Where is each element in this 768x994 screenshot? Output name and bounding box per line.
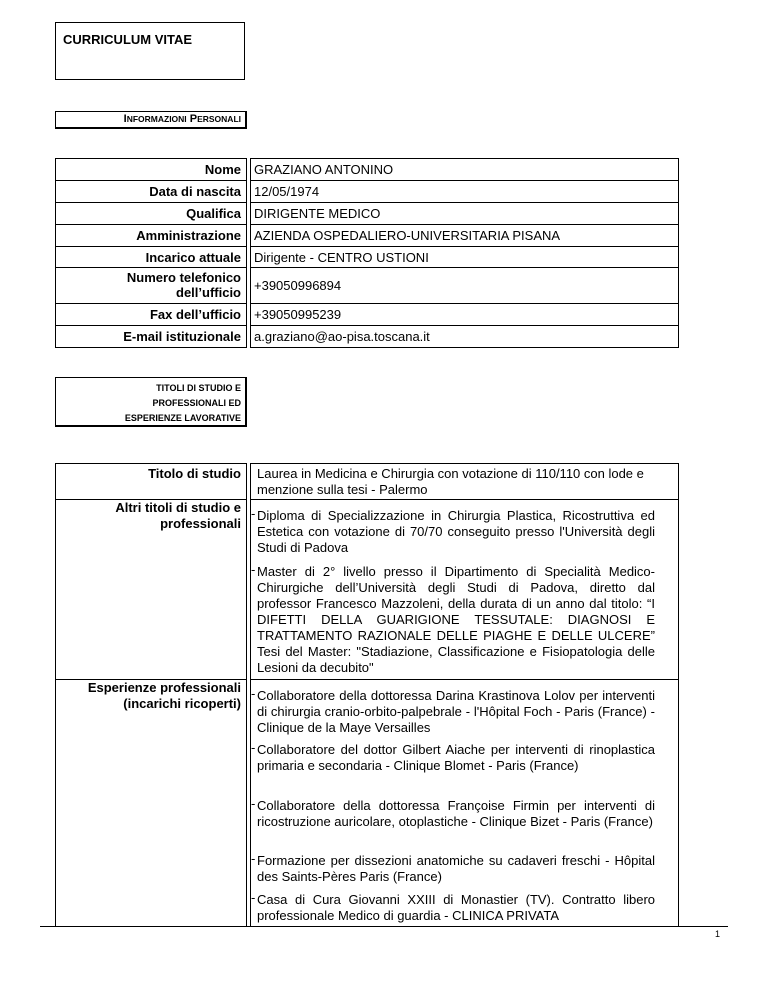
value-nome: GRAZIANO ANTONINO: [254, 162, 394, 177]
title-box: [55, 22, 245, 80]
personal-info-heading-box: [55, 111, 247, 129]
esperienza-item-5: Casa di Cura Giovanni XXIII di Monastier (TV). Contratto libero professionale Medico di guardia - CLINICA PRIVATA: [257, 892, 655, 923]
value-amministrazione: AZIENDA OSPEDALIERO-UNIVERSITARIA PISANA: [254, 228, 561, 243]
label-data-nascita: Data di nascita: [149, 184, 241, 199]
value-qualifica: DIRIGENTE MEDICO: [254, 206, 381, 221]
value-telefono: +39050996894: [254, 278, 342, 293]
label-nome: Nome: [204, 162, 241, 177]
altri-item-1: Diploma di Specializzazione in Chirurgia Plastica, Ricostruttiva ed Estetica con votazione di 70/70 conseguito presso l'Università degli Studi di Padova: [257, 508, 655, 555]
bullet-dash: -: [251, 740, 256, 755]
footer-rule: [40, 926, 728, 927]
esperienza-item-1: Collaboratore della dottoressa Darina Krastinova Lolov per interventi di chirurgia cranio-orbito-palpebrale - l'Hôpital Foch - Paris (France) - Clinique de la Maye Versailles: [257, 688, 655, 735]
value-incarico: Dirigente - CENTRO USTIONI: [254, 250, 429, 265]
label-fax: Fax dell’ufficio: [149, 307, 241, 322]
bullet-dash: -: [251, 890, 256, 905]
esperienza-item-2: Collaboratore del dottor Gilbert Aiache per interventi di rinoplastica primaria e secondaria - Clinique Blomet - Paris (France): [257, 742, 655, 773]
document-title: CURRICULUM VITAE: [63, 32, 193, 47]
bullet-dash: -: [251, 562, 256, 577]
page-number: 1: [715, 929, 721, 939]
value-email: a.graziano@ao-pisa.toscana.it: [254, 329, 430, 344]
bullet-dash: -: [251, 796, 256, 811]
personal-info-heading: INFORMAZIONI PERSONALI: [123, 113, 241, 125]
label-esperienze: Esperienze professionali (incarichi ricoperti): [87, 680, 241, 711]
value-titolo-studio: Laurea in Medicina e Chirurgia con votazione di 110/110 con lode e menzione sulla tesi - Palermo: [257, 466, 644, 497]
bullet-dash: -: [251, 506, 256, 521]
bullet-dash: -: [251, 686, 256, 701]
label-amministrazione: Amministrazione: [136, 228, 241, 243]
value-data-nascita: 12/05/1974: [254, 184, 320, 199]
label-titolo-studio: Titolo di studio: [148, 466, 241, 481]
value-fax: +39050995239: [254, 307, 342, 322]
education-heading: TITOLI DI STUDIO E PROFESSIONALI ED ESPERIENZE LAVORATIVE: [124, 383, 241, 423]
label-qualifica: Qualifica: [186, 206, 241, 221]
esperienza-item-4: Formazione per dissezioni anatomiche su cadaveri freschi - Hôpital des Saints-Pères Paris (France): [257, 853, 655, 884]
label-altri-titoli: Altri titoli di studio e professionali: [115, 500, 241, 531]
label-telefono: Numero telefonico dell’ufficio: [126, 270, 241, 300]
label-incarico: Incarico attuale: [145, 250, 241, 265]
label-email: E-mail istituzionale: [123, 329, 241, 344]
esperienza-item-3: Collaboratore della dottoressa Françoise Firmin per interventi di ricostruzione auricolare, otoplastiche - Clinique Bizet - Paris (France): [257, 798, 655, 829]
bullet-dash: -: [251, 851, 256, 866]
education-heading-box: [55, 377, 247, 427]
altri-item-2: Master di 2° livello presso il Dipartimento di Specialità Medico-Chirurgiche dell’Università degli Studi di Padova, diretto dal professor Francesco Mazzoleni, della durata di un anno dal titolo: “I DIFETTI DELLA GUARIGIONE TESSUTALE: DIAGNOSI E TRATTAMENTO RAZIONALE DELLE PIAGHE E DELLE ULCERE” Tesi del Master: "Stadiazione, Classificazione e Fisiopatologia delle Lesioni da decubito": [257, 564, 655, 675]
